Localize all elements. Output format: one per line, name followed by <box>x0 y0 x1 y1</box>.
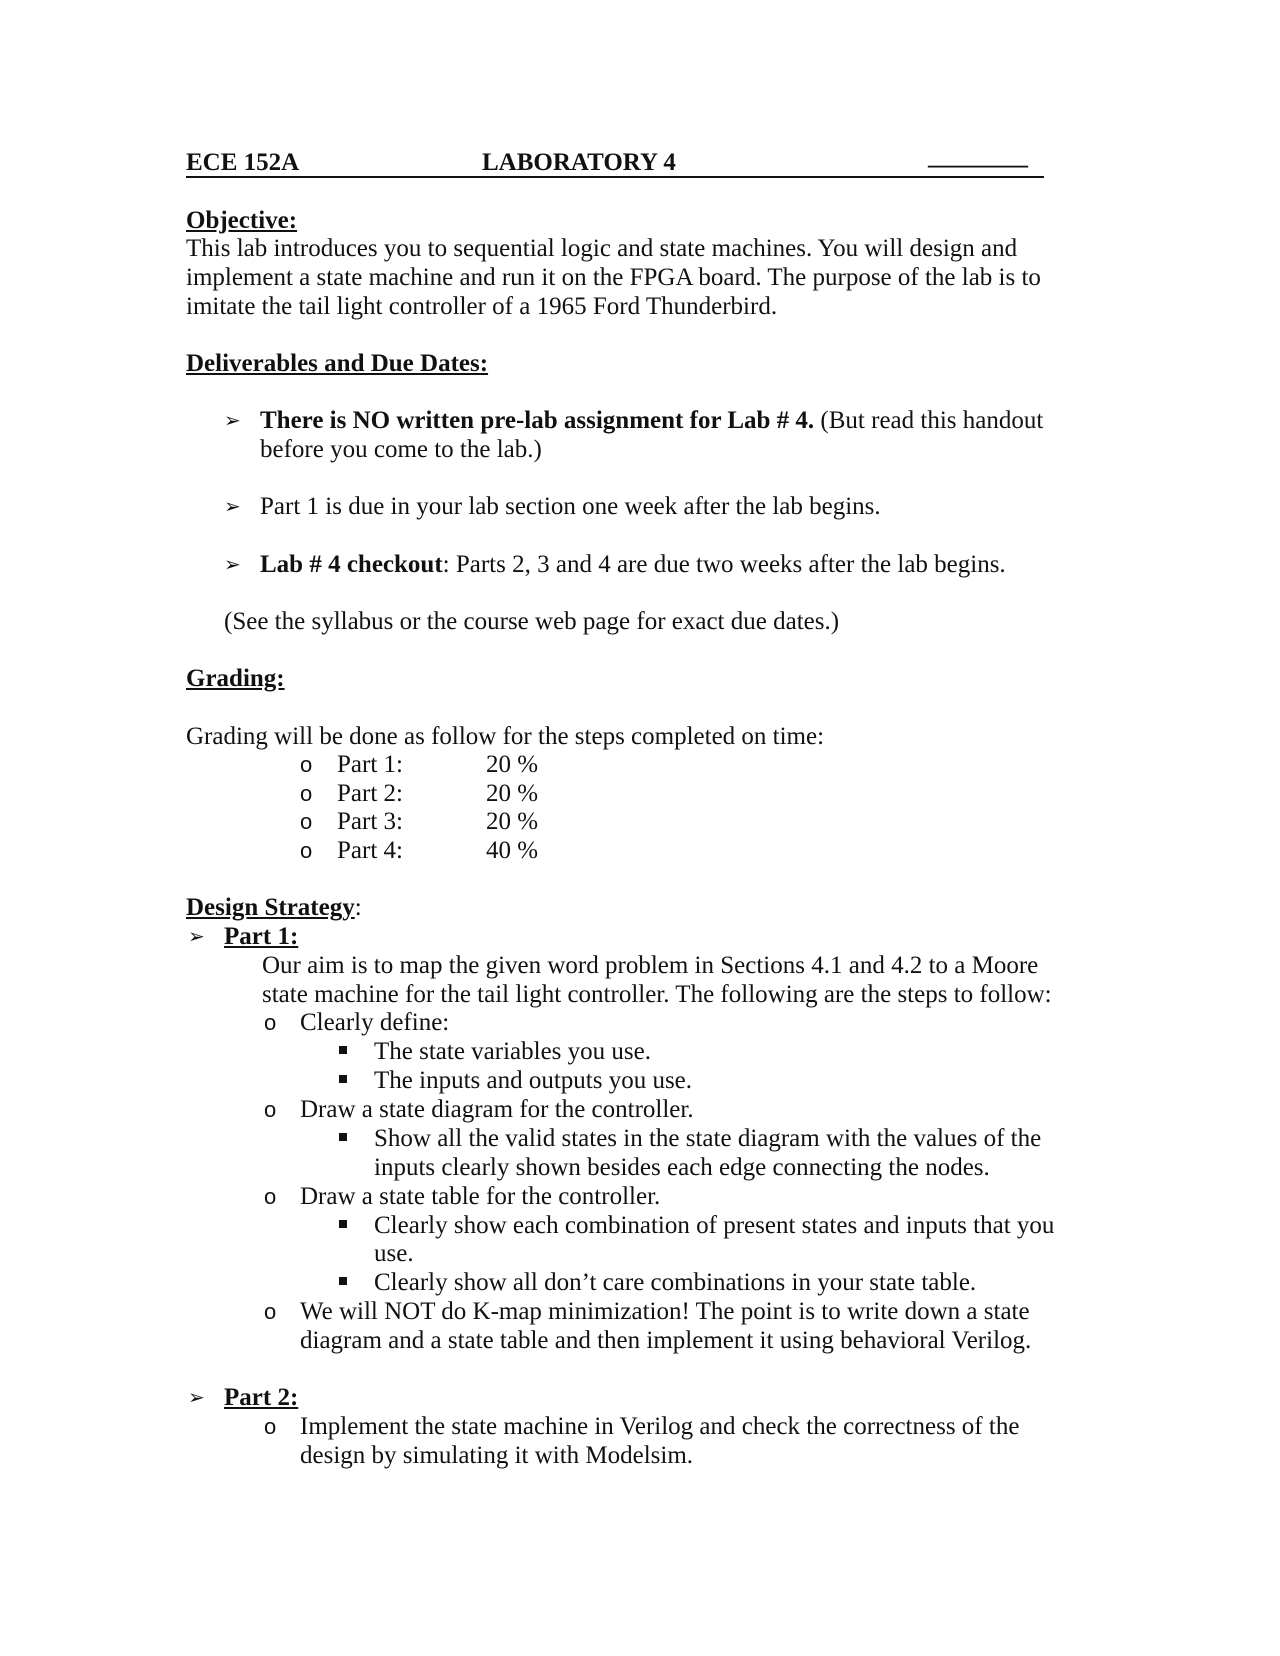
circle-bullet: o <box>264 1184 277 1209</box>
circle-bullet: o <box>264 1414 277 1439</box>
deliverable-item-3 <box>260 550 1006 579</box>
deliverable-item-1-line2: before you come to the lab.) <box>260 436 542 463</box>
deliverable-item-1-rest: (But read this handout <box>814 407 1044 434</box>
circle-bullet: o <box>264 1299 277 1324</box>
grading-part: Part 2: <box>337 780 403 807</box>
design-strategy-heading: Design Strategy <box>186 894 355 921</box>
lab-title: LABORATORY 4 <box>482 149 676 176</box>
grading-part: Part 4: <box>337 837 403 864</box>
deliverables-heading: Deliverables and Due Dates: <box>186 350 489 377</box>
part1-step-cont: diagram and a state table and then implement it using behavioral Verilog. <box>300 1327 1032 1354</box>
square-bullet-icon <box>339 1046 347 1054</box>
objective-heading: Objective: <box>186 207 298 234</box>
grading-intro: Grading will be done as follow for the steps completed on time: <box>186 723 825 750</box>
deliverable-item-1-bold: There is NO written pre-lab assignment for Lab # 4. <box>260 407 815 434</box>
part1-substep-cont: use. <box>374 1240 414 1267</box>
part1-step: Clearly define: <box>300 1009 450 1036</box>
deliverable-item-3-bold: Lab # 4 checkout <box>260 551 443 578</box>
circle-bullet: o <box>264 1010 277 1035</box>
deliverable-item-2: Part 1 is due in your lab section one week after the lab begins. <box>260 493 881 520</box>
part1-substep: Clearly show all don’t care combinations in your state table. <box>374 1269 977 1296</box>
part1-label: Part 1: <box>224 923 299 950</box>
course-code: ECE 152A <box>186 149 300 176</box>
arrow-bullet-icon: ➢ <box>224 494 241 518</box>
design-strategy-colon: : <box>354 894 362 921</box>
circle-bullet: o <box>300 752 313 777</box>
circle-bullet: o <box>300 838 313 863</box>
part2-step-cont: design by simulating it with Modelsim. <box>300 1442 694 1469</box>
objective-line: This lab introduces you to sequential logic and state machines. You will design and <box>186 235 1018 262</box>
arrow-bullet-icon: ➢ <box>188 924 205 948</box>
arrow-bullet-icon: ➢ <box>224 408 241 432</box>
part1-substep-cont: inputs clearly shown besides each edge connecting the nodes. <box>374 1154 990 1181</box>
part1-step: Draw a state diagram for the controller. <box>300 1096 694 1123</box>
deliverable-item-1 <box>260 406 1043 435</box>
due-dates-note: (See the syllabus or the course web page for exact due dates.) <box>224 608 840 635</box>
circle-bullet: o <box>300 809 313 834</box>
part2-label: Part 2: <box>224 1384 299 1411</box>
objective-line: implement a state machine and run it on the FPGA board. The purpose of the lab is to <box>186 264 1041 291</box>
part1-step: We will NOT do K-map minimization! The point is to write down a state <box>300 1298 1030 1325</box>
part1-intro: state machine for the tail light controller. The following are the steps to follow: <box>262 981 1052 1008</box>
grading-heading: Grading: <box>186 665 285 692</box>
circle-bullet: o <box>264 1097 277 1122</box>
part2-step: Implement the state machine in Verilog and check the correctness of the <box>300 1413 1020 1440</box>
grading-part: Part 1: <box>337 751 403 778</box>
part1-substep: Show all the valid states in the state diagram with the values of the <box>374 1125 1042 1152</box>
objective-line: imitate the tail light controller of a 1965 Ford Thunderbird. <box>186 293 778 320</box>
grading-pct: 20 % <box>486 751 539 778</box>
part1-step: Draw a state table for the controller. <box>300 1183 661 1210</box>
header-blank: ________ <box>928 143 1028 170</box>
square-bullet-icon <box>339 1220 347 1228</box>
grading-part: Part 3: <box>337 808 403 835</box>
arrow-bullet-icon: ➢ <box>188 1385 205 1409</box>
arrow-bullet-icon: ➢ <box>224 552 241 576</box>
square-bullet-icon <box>339 1277 347 1285</box>
square-bullet-icon <box>339 1075 347 1083</box>
square-bullet-icon <box>339 1133 347 1141</box>
part1-substep: The inputs and outputs you use. <box>374 1067 693 1094</box>
design-strategy-heading-wrap <box>186 893 362 922</box>
grading-pct: 20 % <box>486 808 539 835</box>
part1-intro: Our aim is to map the given word problem in Sections 4.1 and 4.2 to a Moore <box>262 952 1039 979</box>
grading-pct: 20 % <box>486 780 539 807</box>
part1-substep: Clearly show each combination of present states and inputs that you <box>374 1212 1055 1239</box>
header-rule <box>186 176 1044 178</box>
deliverable-item-3-rest: : Parts 2, 3 and 4 are due two weeks after the lab begins. <box>442 551 1006 578</box>
circle-bullet: o <box>300 781 313 806</box>
grading-pct: 40 % <box>486 837 539 864</box>
part1-substep: The state variables you use. <box>374 1038 651 1065</box>
